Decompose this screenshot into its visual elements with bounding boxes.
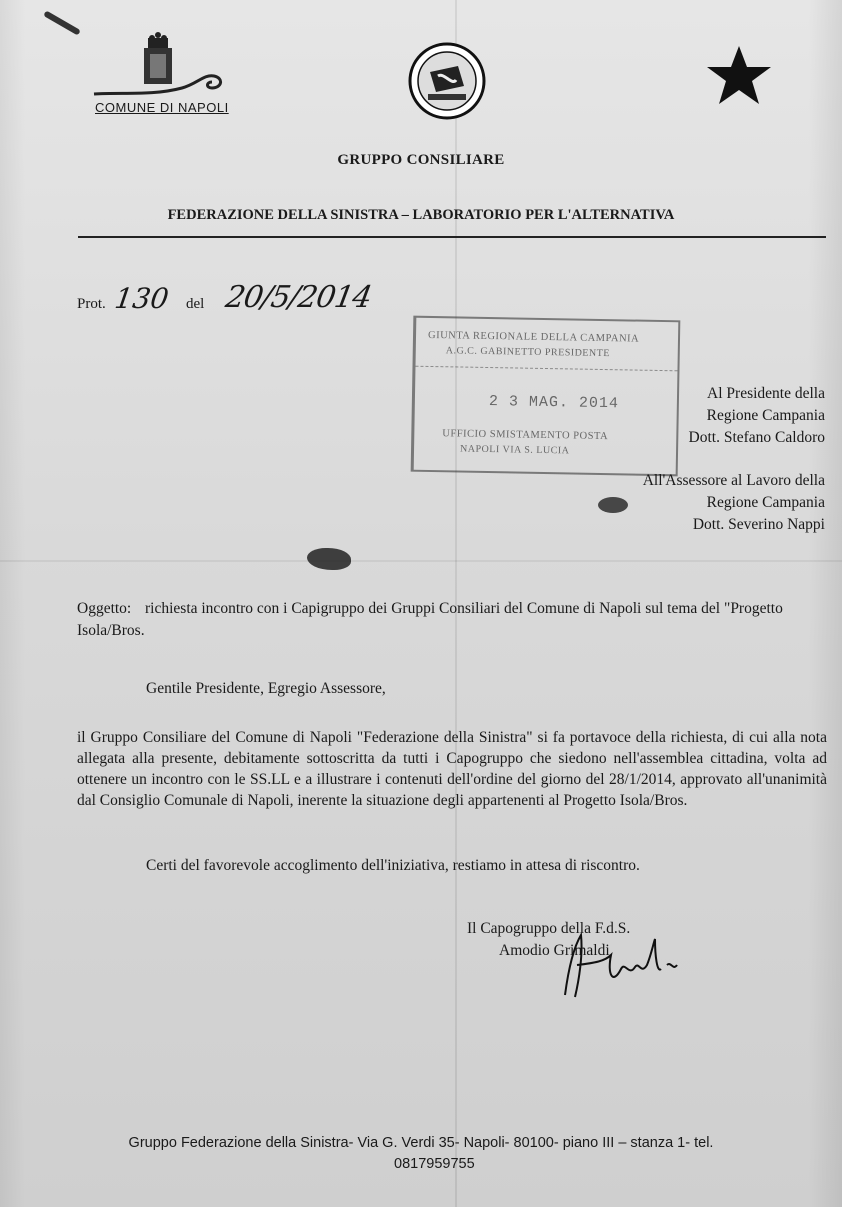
ink-blot bbox=[307, 548, 351, 570]
footer-phone: 0817959755 bbox=[394, 1156, 475, 1172]
recipient-president bbox=[689, 383, 825, 449]
signatory-name: Amodio Grimaldi bbox=[499, 942, 610, 959]
paper-fold-horizontal bbox=[0, 560, 842, 562]
stamp-line-2: A.G.C. GABINETTO PRESIDENTE bbox=[445, 345, 611, 360]
star-icon bbox=[705, 44, 773, 106]
comune-di-napoli-logo bbox=[92, 30, 232, 120]
closing-paragraph: Certi del favorevole accoglimento dell'iniziativa, restiamo in attesa di riscontro. bbox=[146, 857, 640, 874]
group-title: GRUPPO CONSILIARE bbox=[337, 152, 505, 168]
party-emblem-icon bbox=[408, 42, 486, 120]
protocol-label: Prot. bbox=[77, 296, 106, 312]
stamp-line-4: NAPOLI VIA S. LUCIA bbox=[459, 443, 570, 457]
comune-di-napoli-label: COMUNE DI NAPOLI bbox=[95, 100, 229, 115]
subject-block bbox=[77, 598, 827, 642]
stamp-date: 2 3 MAG. 2014 bbox=[488, 393, 620, 413]
recipient-line: Regione Campania bbox=[706, 494, 825, 511]
coat-of-arms-icon bbox=[92, 30, 232, 100]
footer-address: Gruppo Federazione della Sinistra- Via G. Verdi 35- Napoli- 80100- piano III – stanza 1- tel. bbox=[128, 1135, 714, 1151]
recipient-line: Regione Campania bbox=[706, 407, 825, 424]
recipient-line: Dott. Severino Nappi bbox=[692, 516, 825, 533]
protocol-number: 130 bbox=[112, 282, 171, 315]
recipient-assessor bbox=[643, 470, 825, 536]
group-name: FEDERAZIONE DELLA SINISTRA – LABORATORIO PER L'ALTERNATIVA bbox=[167, 207, 675, 223]
recipient-line: All'Assessore al Lavoro della bbox=[642, 472, 825, 489]
stamp-line-3: UFFICIO SMISTAMENTO POSTA bbox=[442, 428, 609, 443]
salutation: Gentile Presidente, Egregio Assessore, bbox=[146, 680, 386, 697]
reception-stamp bbox=[411, 316, 681, 477]
body-paragraph: il Gruppo Consiliare del Comune di Napoli "Federazione della Sinistra" si fa portavoce della richiesta, di cui alla nota allegata alla presente, debitamente sottoscritta da tutti i Capogruppo che siedono nell'assemblea cittadina, volta ad ottenere un incontro con le SS.LL e a illustrare i contenuti dell'ordine del giorno del 28/1/2014, approvato all'unanimità dal Consiglio Comunale di Napoli, inerente la situazione degli appartenenti al Progetto Isola/Bros. bbox=[77, 729, 827, 809]
stamp-line-1: GIUNTA REGIONALE DELLA CAMPANIA bbox=[427, 329, 640, 345]
stamp-divider bbox=[415, 366, 677, 372]
signatory-role: Il Capogruppo della F.d.S. bbox=[467, 920, 631, 937]
protocol-del-label: del bbox=[186, 296, 205, 312]
ink-mark bbox=[43, 10, 81, 35]
subject-text: richiesta incontro con i Capigruppo dei Gruppi Consiliari del Comune di Napoli sul tema del "Progetto Isola/Bros. bbox=[77, 600, 783, 639]
party-logo bbox=[408, 42, 486, 120]
protocol-date: 20/5/2014 bbox=[222, 280, 374, 315]
ink-blot bbox=[598, 497, 628, 513]
recipient-line: Al Presidente della bbox=[707, 385, 825, 402]
subject-label: Oggetto: bbox=[77, 600, 132, 617]
handwritten-signature bbox=[555, 925, 685, 1005]
recipient-line: Dott. Stefano Caldoro bbox=[688, 429, 825, 446]
header-divider bbox=[78, 236, 826, 238]
